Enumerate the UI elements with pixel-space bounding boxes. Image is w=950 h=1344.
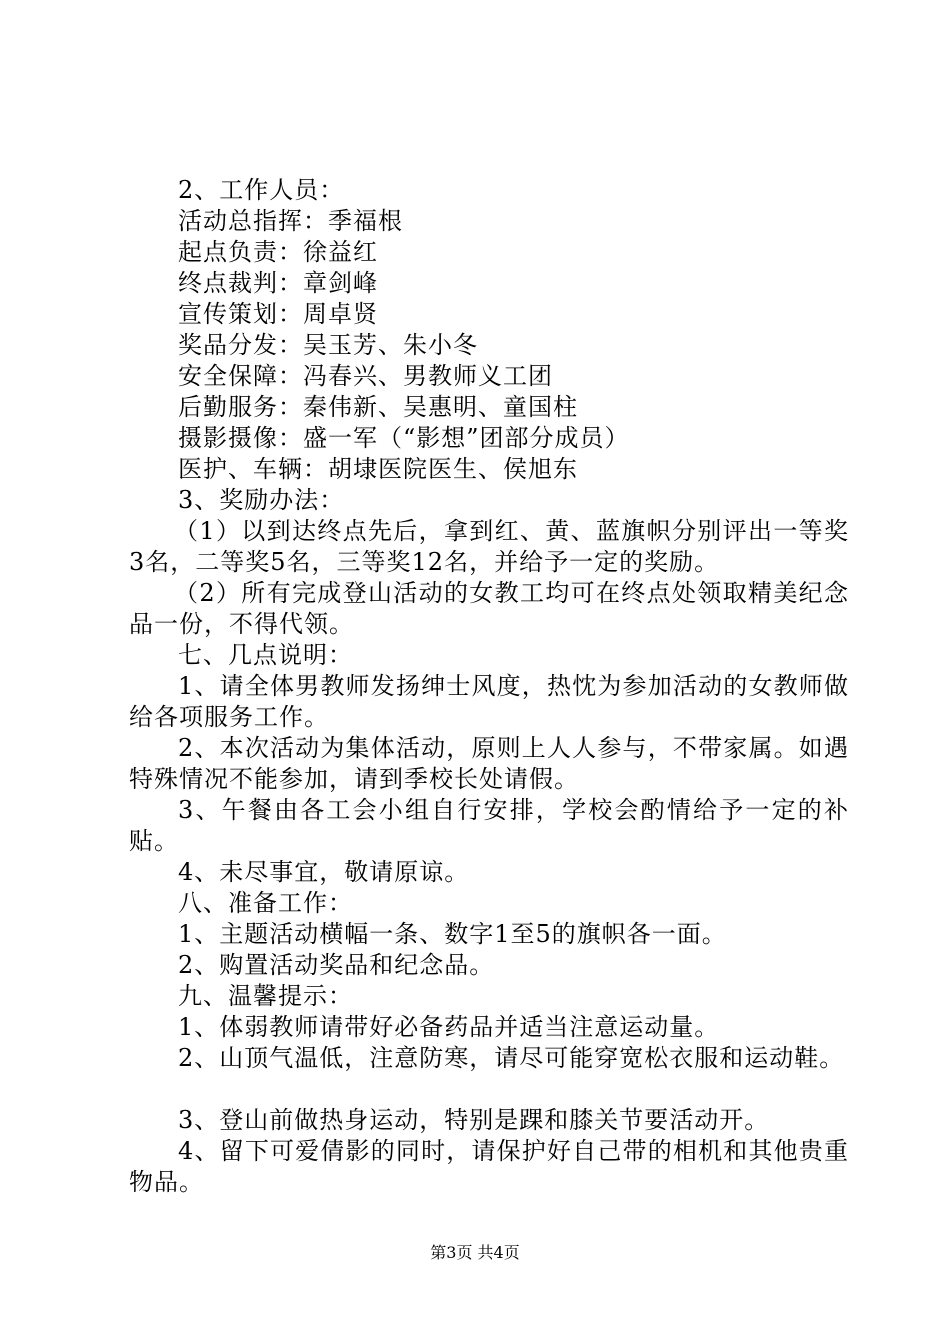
section-heading-tips: 九、温馨提示： [178,982,353,1010]
text-line: 终点裁判：章剑峰 [178,269,378,297]
paragraph: （1）以到达终点先后，拿到红、黄、蓝旗帜分别评出一等奖3名，二等奖5名，三等奖12名，并给予一定的奖励。 [129,517,849,576]
text-line: 3、登山前做热身运动，特别是踝和膝关节要活动开。 [178,1106,770,1134]
text-line: 1、主题活动横幅一条、数字1至5的旗帜各一面。 [178,920,727,948]
text-line: 2、山顶气温低，注意防寒，请尽可能穿宽松衣服和运动鞋。 [178,1044,845,1072]
page-footer: 第3页 共4页 [430,1243,520,1262]
paragraph: 4、留下可爱倩影的同时，请保护好自己带的相机和其他贵重物品。 [129,1137,849,1196]
paragraph: 2、本次活动为集体活动，原则上人人参与，不带家属。如遇特殊情况不能参加，请到季校长处请假。 [129,734,849,793]
text-line: 活动总指挥：季福根 [178,207,403,235]
blank-line [129,1074,849,1105]
section-heading-staff: 2、工作人员： [178,176,345,204]
text-line: 奖品分发：吴玉芳、朱小冬 [178,331,478,359]
text-line: 后勤服务：秦伟新、吴惠明、童国柱 [178,393,578,421]
text-line: 安全保障：冯春兴、男教师义工团 [178,362,553,390]
text-line: 摄影摄像：盛一军（“影想”团部分成员） [178,424,630,452]
document-body [129,175,849,1198]
paragraph: 3、午餐由各工会小组自行安排，学校会酌情给予一定的补贴。 [129,796,849,855]
text-line: 4、未尽事宜，敬请原谅。 [178,858,470,886]
text-line: 医护、车辆：胡埭医院医生、侯旭东 [178,455,578,483]
text-line: 1、体弱教师请带好必备药品并适当注意运动量。 [178,1013,720,1041]
text-line: 2、购置活动奖品和纪念品。 [178,951,495,979]
section-heading-preparation: 八、准备工作： [178,889,353,917]
text-line: 起点负责：徐益红 [178,238,378,266]
section-heading-notes: 七、几点说明： [178,641,353,669]
text-line: 宣传策划：周卓贤 [178,300,378,328]
paragraph: 1、请全体男教师发扬绅士风度，热忱为参加活动的女教师做给各项服务工作。 [129,672,849,731]
paragraph: （2）所有完成登山活动的女教工均可在终点处领取精美纪念品一份，不得代领。 [129,579,849,638]
section-heading-rewards: 3、奖励办法： [178,486,345,514]
